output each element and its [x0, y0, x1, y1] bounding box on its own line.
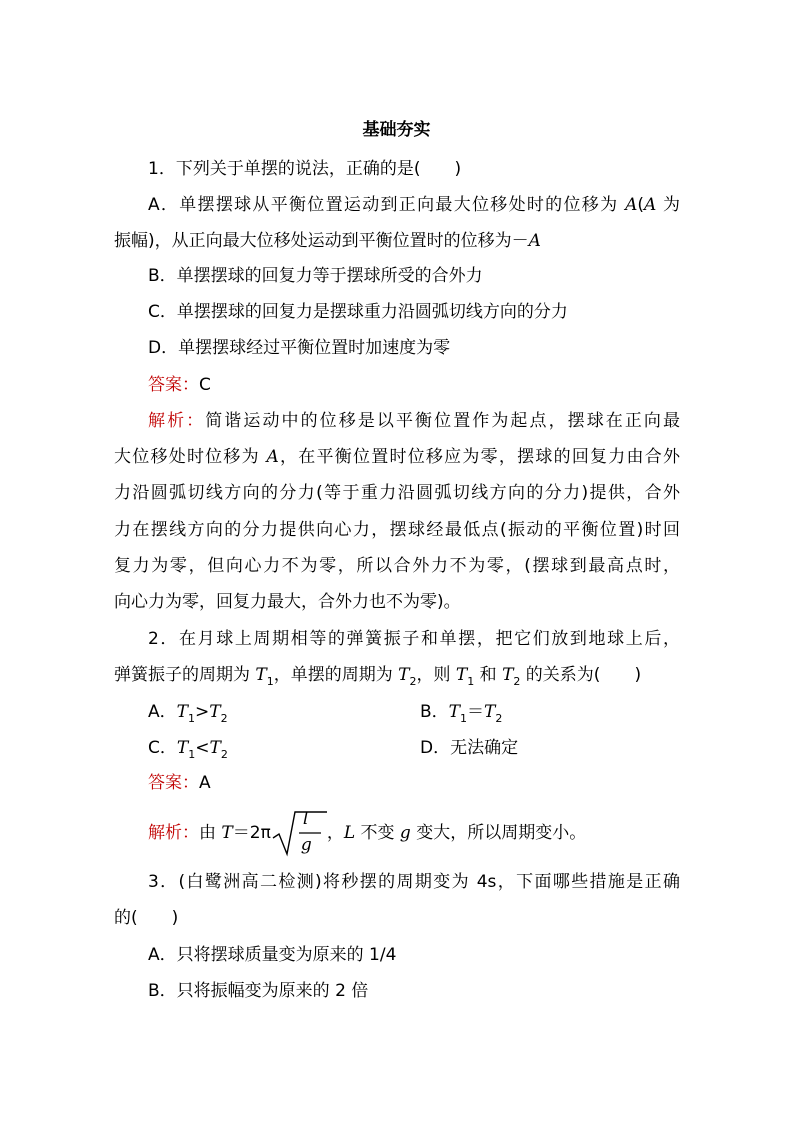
fraction-denominator: g: [300, 835, 312, 855]
q1-stem: 1．下列关于单摆的说法，正确的是( ): [148, 159, 462, 179]
sqrt-fraction-formula: [271, 808, 327, 858]
q2-option-d: D．无法确定: [420, 738, 519, 758]
q2-stem-line2: 弹簧振子的周期为 $T_1$，单摆的周期为 $T_2$，则 $T_1$ 和 $T_2$ 的关系为( ): [114, 665, 642, 688]
fraction-numerator: l: [302, 809, 309, 829]
answer-value: A: [199, 773, 211, 793]
q3-stem-line2: 的( ): [114, 908, 179, 928]
q1-analysis-line6: 向心力为零，回复力最大，合外力也不为零)。: [114, 592, 461, 612]
q1-analysis-line3: 力沿圆弧切线方向的分力(等于重力沿圆弧切线方向的分力)提供，合外: [114, 483, 680, 503]
q2-answer: [148, 771, 211, 795]
radical-sign-icon: [271, 808, 327, 858]
section-title: 基础夯实: [362, 120, 431, 140]
analysis-label: 解析：: [148, 411, 206, 431]
q1-option-a-line1: A．单摆摆球从平衡位置运动到正向最大位移处时的位移为 A(A 为: [148, 195, 680, 215]
q1-option-d: D．单摆摆球经过平衡位置时加速度为零: [148, 338, 451, 358]
q1-option-b: B．单摆摆球的回复力等于摆球所受的合外力: [148, 266, 483, 286]
q1-analysis-line4: 力在摆线方向的分力提供向心力，摆球经最低点(振动的平衡位置)时回: [114, 520, 680, 540]
q2-analysis: 解析：由 T＝2π l g ，L 不变 g 变大，所以周期变小。: [148, 807, 586, 859]
analysis-label: 解析：: [148, 823, 199, 843]
q2-option-a: A．$T_1>T_2$: [148, 702, 228, 725]
q2-stem-line1: 2．在月球上周期相等的弹簧振子和单摆，把它们放到地球上后，: [148, 629, 680, 649]
q2-option-b: B．$T_1=T_2$: [420, 702, 503, 725]
answer-value: C: [199, 375, 211, 395]
q1-option-a-line2: 振幅)，从正向最大位移处运动到平衡位置时的位移为－A: [114, 231, 541, 251]
q1-analysis-line1: 解析：简谐运动中的位移是以平衡位置作为起点，摆球在正向最: [148, 411, 681, 431]
q2-option-c: C．$T_1<T_2$: [148, 738, 228, 761]
q3-stem-line1: 3．(白鹭洲高二检测)将秒摆的周期变为 4s，下面哪些措施是正确: [148, 872, 680, 892]
answer-label: 答案：: [148, 773, 199, 793]
answer-label: 答案：: [148, 375, 199, 395]
q1-answer: [148, 373, 211, 397]
q1-analysis-line5: 复力为零，但向心力不为零，所以合外力不为零，(摆球到最高点时，: [114, 556, 680, 576]
q1-analysis-line2: 大位移处时位移为 A，在平衡位置时位移应为零，摆球的回复力由合外: [114, 447, 681, 467]
q3-option-b: B．只将振幅变为原来的 2 倍: [148, 981, 369, 1001]
q1-option-c: C．单摆摆球的回复力是摆球重力沿圆弧切线方向的分力: [148, 302, 568, 322]
q3-option-a: A．只将摆球质量变为原来的 1/4: [148, 945, 397, 965]
